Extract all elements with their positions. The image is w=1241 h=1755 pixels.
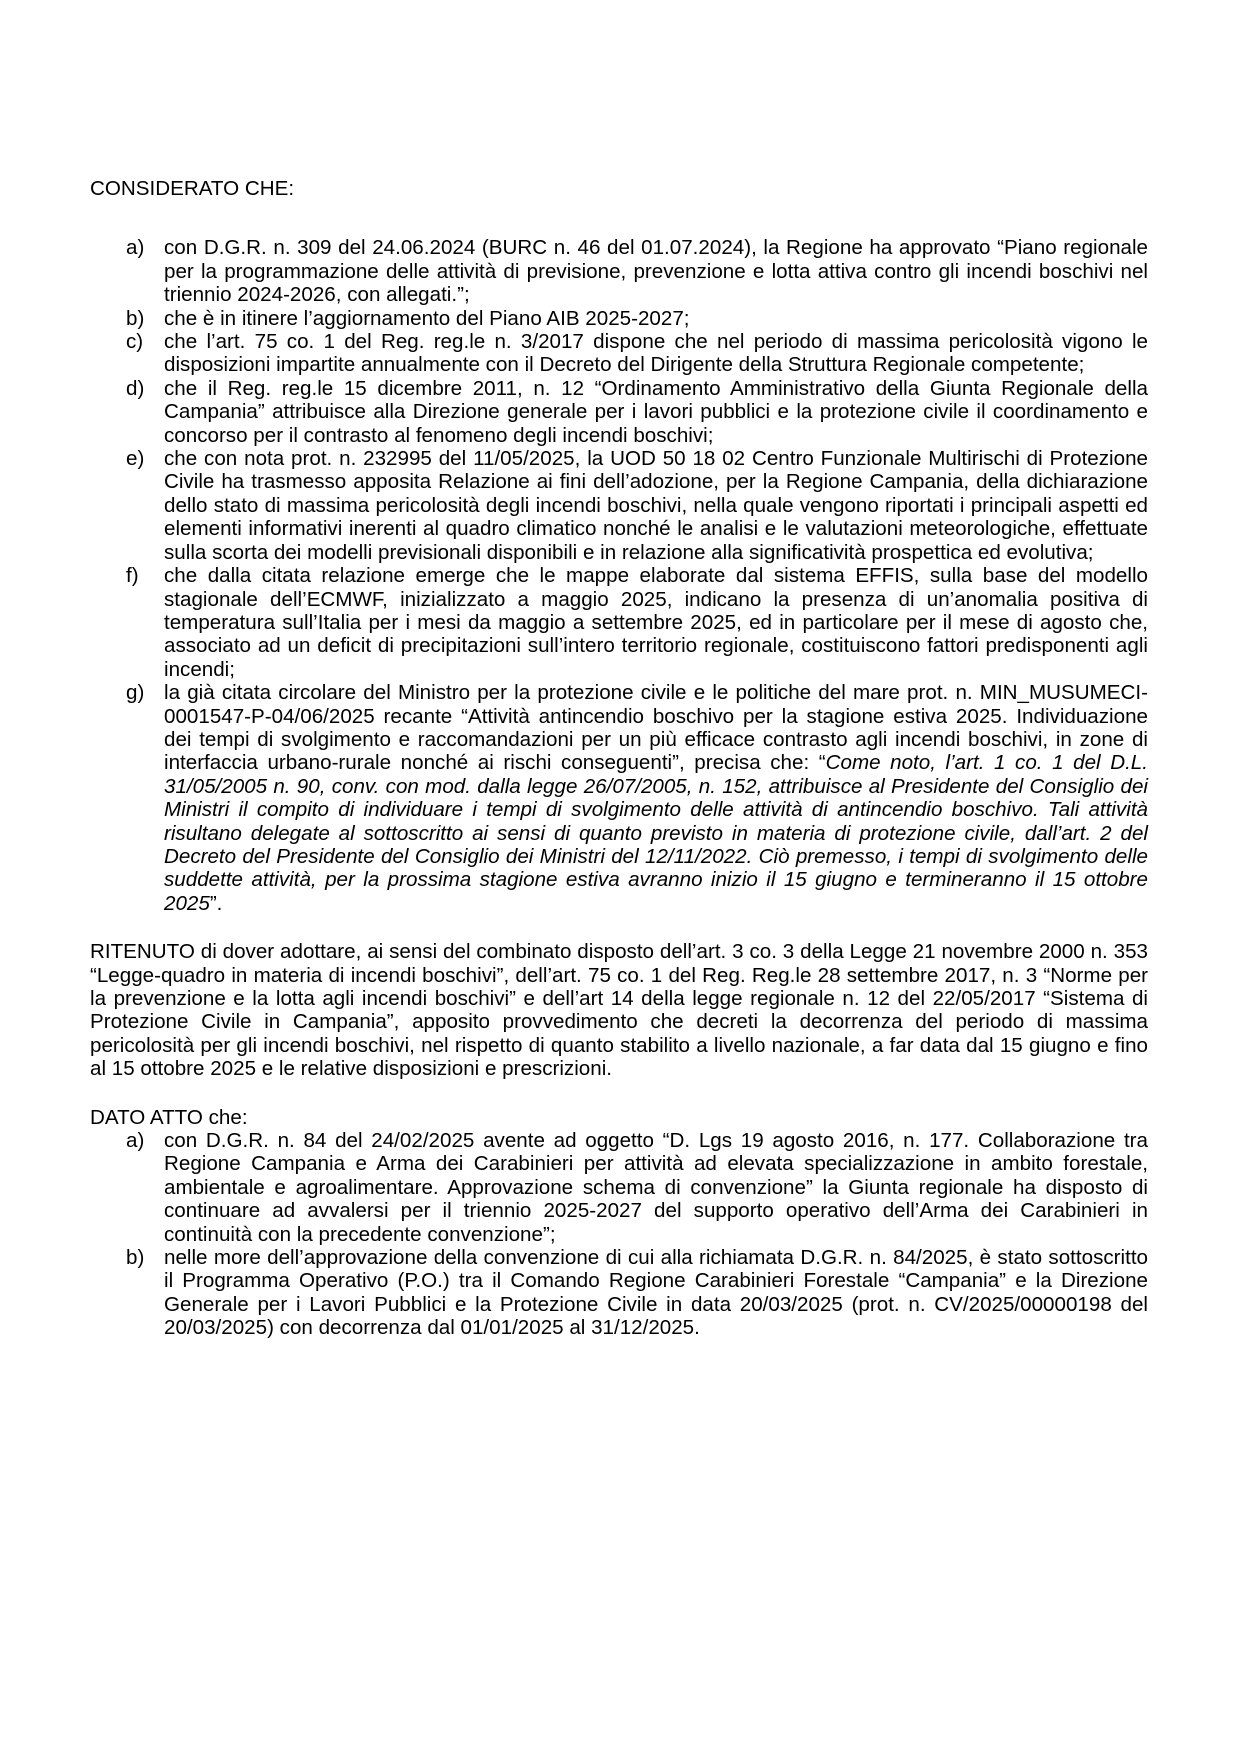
list-item: [90, 1246, 1148, 1340]
list-item: [90, 307, 1148, 330]
list-item-text: nelle more dell’approvazione della convenzione di cui alla richiamata D.G.R. n. 84/2025, è stato sottoscritto il Programma Operativo (P.O.) tra il Comando Regione Carabinieri Forestale “Campania” e la Direzione Generale per i Lavori Pubblici e la Protezione Civile in data 20/03/2025 (prot. n. CV/2025/00000198 del 20/03/2025) con decorrenza dal 01/01/2025 al 31/12/2025.: [164, 1246, 1148, 1340]
dato-atto-list: [90, 1129, 1148, 1340]
list-item: [90, 564, 1148, 681]
list-marker: d): [126, 376, 145, 400]
list-item: [90, 447, 1148, 564]
ritenuto-paragraph: RITENUTO di dover adottare, ai sensi del combinato disposto dell’art. 3 co. 3 della Legge 21 novembre 2000 n. 353 “Legge-quadro in materia di incendi boschivi”, dell’art. 75 co. 1 del Reg. Reg.le 28 settembre 2017, n. 3 “Norme per la prevenzione e la lotta agli incendi boschivi” e dell’art 14 della legge regionale n. 12 del 22/05/2017 “Sistema di Protezione Civile in Campania”, apposito provvedimento che decreti la decorrenza del periodo di massima pericolosità per gli incendi boschivi, nel rispetto di quanto stabilito a livello nazionale, a far data dal 15 giugno e fino al 15 ottobre 2025 e le relative disposizioni e prescrizioni.: [90, 940, 1148, 1081]
considerato-heading: CONSIDERATO CHE:: [90, 177, 295, 200]
list-item-text: la già citata circolare del Ministro per la protezione civile e le politiche del mare prot. n. MIN_MUSUMECI-0001547-P-04/06/2025 recante “Attività antincendio boschivo per la stagione estiva 2025. Individuazione dei tempi di svolgimento e raccomandazioni per un più efficace contrasto agli incendi boschivi, in zone di interfaccia urbano-rurale nonché ai rischi conseguenti”, precisa che: “: [164, 681, 1148, 775]
list-item-text: con D.G.R. n. 84 del 24/02/2025 avente ad oggetto “D. Lgs 19 agosto 2016, n. 177. Collaborazione tra Regione Campania e Arma dei Carabinieri per attività ad elevata specializzazione in ambito forestale, ambientale e agroalimentare. Approvazione schema di convenzione” la Giunta regionale ha disposto di continuare ad avvalersi per il triennio 2025-2027 del supporto operativo dell’Arma dei Carabinieri in continuità con la precedente convenzione”;: [164, 1129, 1148, 1246]
list-item-text: che l’art. 75 co. 1 del Reg. reg.le n. 3/2017 dispone che nel periodo di massima pericolosità vigono le disposizioni impartite annualmente con il Decreto del Dirigente della Struttura Regionale competente;: [164, 330, 1148, 377]
list-marker: a): [126, 1129, 145, 1153]
list-marker: a): [126, 236, 145, 260]
document-page: [90, 177, 1148, 1340]
list-item-text: con D.G.R. n. 309 del 24.06.2024 (BURC n. 46 del 01.07.2024), la Regione ha approvato “Piano regionale per la programmazione delle attività di previsione, prevenzione e lotta attiva contro gli incendi boschivi nel triennio 2024-2026, con allegati.”;: [164, 236, 1148, 307]
considerato-list: [90, 236, 1148, 915]
list-marker: b): [126, 306, 145, 330]
list-item: [90, 681, 1148, 915]
list-item: [90, 330, 1148, 377]
list-item-text: che è in itinere l’aggiornamento del Piano AIB 2025-2027;: [164, 306, 690, 330]
quoted-circular-text: Come noto, l’art. 1 co. 1 del D.L. 31/05/2005 n. 90, conv. con mod. dalla legge 26/07/2005, n. 152, attribuisce al Presidente del Consiglio dei Ministri il compito di individuare i tempi di svolgimento delle attività di antincendio boschivo. Tali attività risultano delegate al sottoscritto ai sensi di quanto previsto in materia di protezione civile, dall’art. 2 del Decreto del Presidente del Consiglio dei Ministri del 12/11/2022. Ciò premesso, i tempi di svolgimento delle suddette attività, per la prossima stagione estiva avranno inizio il 15 giugno e termineranno il 15 ottobre 2025: [164, 751, 1148, 915]
list-item: [90, 377, 1148, 447]
list-marker: g): [126, 681, 145, 705]
list-item: [90, 236, 1148, 306]
dato-atto-heading: DATO ATTO che:: [90, 1105, 248, 1129]
quote-close: ”.: [209, 891, 223, 915]
list-marker: c): [126, 330, 144, 354]
list-marker: f): [126, 564, 139, 588]
list-item-text: che il Reg. reg.le 15 dicembre 2011, n. 12 “Ordinamento Amministrativo della Giunta Regionale della Campania” attribuisce alla Direzione generale per i lavori pubblici e la protezione civile il coordinamento e concorso per il contrasto al fenomeno degli incendi boschivi;: [164, 376, 1148, 447]
list-item-text: che dalla citata relazione emerge che le mappe elaborate dal sistema EFFIS, sulla base del modello stagionale dell’ECMWF, inizializzato a maggio 2025, indicano la presenza di un’anomalia positiva di temperatura sull’Italia per i mesi da maggio a settembre 2025, ed in particolare per il mese di agosto che, associato ad un deficit di precipitazioni sull’intero territorio regionale, costituiscono fattori predisponenti agli incendi;: [164, 564, 1148, 681]
list-marker: b): [126, 1246, 145, 1270]
list-marker: e): [126, 447, 145, 471]
list-item-text: che con nota prot. n. 232995 del 11/05/2025, la UOD 50 18 02 Centro Funzionale Multirischi di Protezione Civile ha trasmesso apposita Relazione ai fini dell’adozione, per la Regione Campania, della dichiarazione dello stato di massima pericolosità degli incendi boschivi, nella quale vengono riportati i principali aspetti ed elementi informativi inerenti al quadro climatico nonché le analisi e le valutazioni meteorologiche, effettuate sulla scorta dei modelli previsionali disponibili e in relazione alla significatività prospettica ed evolutiva;: [164, 447, 1148, 564]
list-item: [90, 1129, 1148, 1246]
